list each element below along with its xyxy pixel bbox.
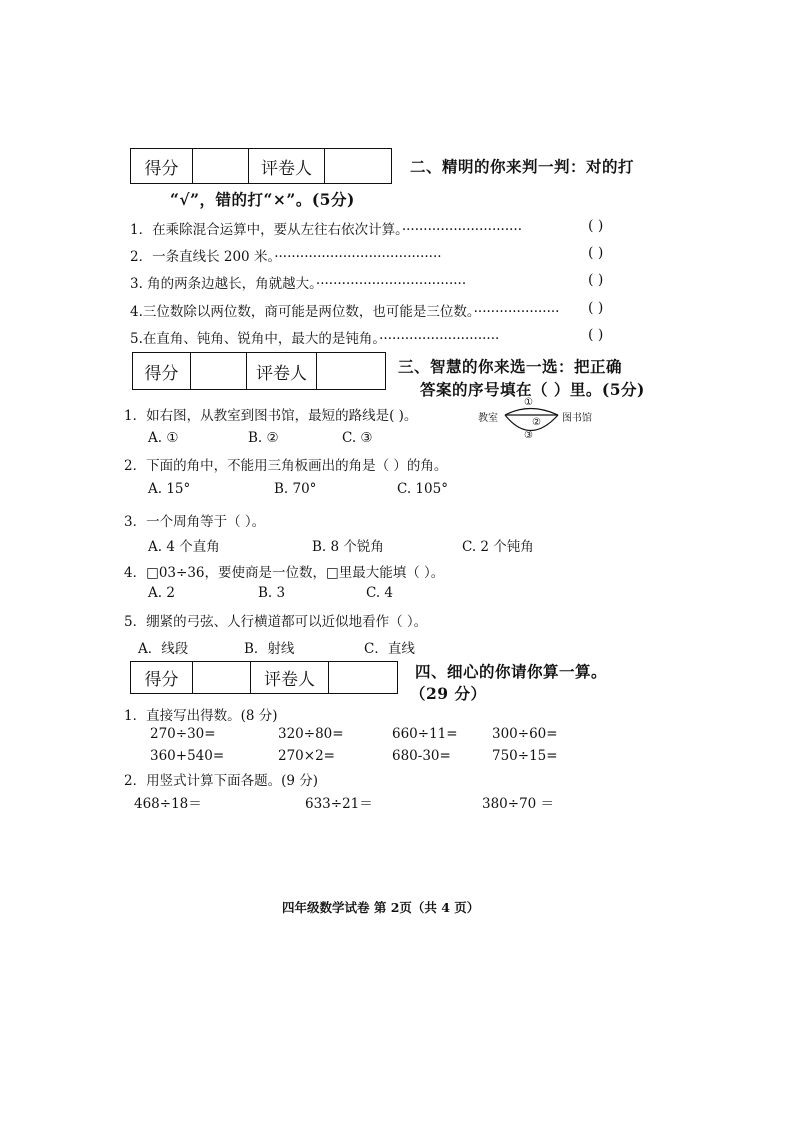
page-footer: 四年级数学试卷 第 2页（共 4 页） — [282, 900, 480, 915]
choice-option[interactable]: C. 105° — [397, 481, 448, 497]
score-value-field[interactable] — [193, 149, 249, 183]
choice-question-3: 3．一个周角等于（ ）。 — [124, 514, 266, 530]
choice-option[interactable]: A. 2 — [148, 585, 175, 601]
calc-item: 320÷80= — [278, 726, 344, 742]
answer-blank[interactable]: ( ) — [588, 327, 604, 343]
diagram-left-label: 教室 — [478, 413, 498, 424]
choice-option[interactable]: C. 4 — [366, 585, 394, 601]
answer-blank[interactable]: ( ) — [588, 245, 604, 261]
judge-item-4: 4.三位数除以两位数，商可能是两位数，也可能是三位数。···················· — [130, 304, 560, 320]
answer-blank[interactable]: ( ) — [588, 218, 604, 234]
choice-option[interactable]: A．线段 — [138, 641, 189, 657]
grader-label: 评卷人 — [249, 149, 325, 183]
judge-item-3: 3. 角的两条边越长，角就越大。··································· — [130, 276, 467, 292]
calc-item: 750÷15= — [492, 748, 558, 764]
calc-item: 360+540= — [150, 748, 225, 764]
judge-item-2: 2．一条直线长 200 米。······································· — [130, 249, 442, 265]
score-box-section4 — [130, 661, 398, 694]
score-value-field[interactable] — [191, 353, 247, 389]
answer-blank[interactable]: ( ) — [588, 300, 604, 316]
score-label: 得分 — [131, 149, 193, 183]
score-box-section2 — [130, 148, 392, 184]
section2-heading-line1: 二、精明的你来判一判：对的打 — [410, 157, 635, 176]
choice-question-1: 1．如右图，从教室到图书馆，最短的路线是( )。 — [124, 408, 418, 424]
choice-option[interactable]: A. 4 个直角 — [148, 539, 220, 555]
choice-option[interactable]: B．射线 — [244, 641, 295, 657]
grader-label: 评卷人 — [251, 662, 329, 693]
score-value-field[interactable] — [193, 662, 251, 693]
score-label: 得分 — [133, 353, 191, 389]
grader-value-field[interactable] — [329, 662, 397, 693]
choice-question-2: 2．下面的角中，不能用三角板画出的角是（ ）的角。 — [124, 458, 448, 474]
choice-option[interactable]: C. ③ — [342, 430, 373, 446]
section3-heading-line2: 答案的序号填在（ ）里。(5分) — [420, 380, 645, 399]
judge-item-5: 5.在直角、钝角、锐角中，最大的是钝角。···························· — [130, 331, 500, 347]
choice-option[interactable]: B. ② — [248, 430, 279, 446]
calc-part1-title: 1．直接写出得数。(8 分) — [124, 708, 278, 724]
vertical-calc-item: 468÷18＝ — [134, 796, 202, 812]
grader-value-field[interactable] — [317, 353, 385, 389]
choice-option[interactable]: A. 15° — [148, 481, 191, 497]
calc-item: 300÷60= — [492, 726, 558, 742]
diagram-route1: ① — [524, 397, 533, 408]
diagram-route3: ③ — [524, 430, 533, 441]
vertical-calc-item: 380÷70 ＝ — [482, 796, 555, 812]
diagram-right-label: 图书馆 — [562, 413, 592, 424]
route-diagram — [478, 398, 608, 444]
grader-value-field[interactable] — [325, 149, 391, 183]
judge-item-1: 1．在乘除混合运算中，要从左往右依次计算。···························· — [130, 222, 522, 238]
grader-label: 评卷人 — [247, 353, 317, 389]
section2-heading-line2: “√”，错的打“×”。(5分) — [170, 190, 355, 209]
score-box-section3 — [132, 352, 386, 390]
calc-item: 660÷11= — [392, 726, 458, 742]
calc-item: 270×2= — [278, 748, 335, 764]
section4-heading-line1: 四、细心的你请你算一算。 — [415, 662, 608, 681]
choice-option[interactable]: B. 3 — [258, 585, 286, 601]
calc-item: 270÷30= — [150, 726, 216, 742]
answer-blank[interactable]: ( ) — [588, 272, 604, 288]
choice-option[interactable]: A. ① — [148, 430, 179, 446]
calc-item: 680-30= — [392, 748, 451, 764]
vertical-calc-item: 633÷21＝ — [305, 796, 373, 812]
choice-option[interactable]: C. 2 个钝角 — [462, 539, 534, 555]
choice-question-5: 5．绷紧的弓弦、人行横道都可以近似地看作（ ）。 — [124, 614, 428, 630]
score-label: 得分 — [131, 662, 193, 693]
choice-option[interactable]: B. 70° — [274, 481, 317, 497]
choice-question-4: 4．□03÷36，要使商是一位数，□里最大能填（ ）。 — [124, 565, 445, 581]
diagram-route2: ② — [532, 417, 541, 428]
section4-heading-line2: （29 分） — [410, 684, 487, 703]
calc-part2-title: 2．用竖式计算下面各题。(9 分) — [124, 773, 319, 789]
choice-option[interactable]: B. 8 个锐角 — [312, 539, 384, 555]
choice-option[interactable]: C．直线 — [364, 641, 415, 657]
section3-heading-line1: 三、智慧的你来选一选：把正确 — [398, 357, 623, 376]
